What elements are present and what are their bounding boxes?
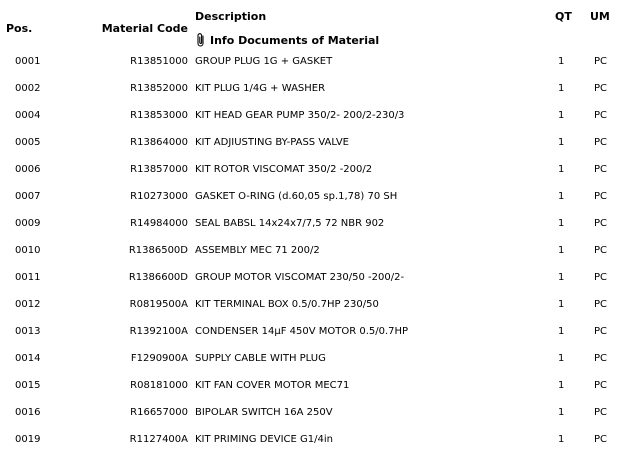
row-material-code[interactable]: R13851000 bbox=[130, 56, 188, 67]
info-documents-link[interactable] bbox=[195, 30, 379, 50]
row-description: GROUP PLUG 1G + GASKET bbox=[195, 56, 333, 67]
row-pos: 0004 bbox=[15, 110, 41, 121]
row-description: GASKET O-RING (d.60,05 sp.1,78) 70 SH bbox=[195, 191, 398, 202]
row-description: KIT TERMINAL BOX 0.5/0.7HP 230/50 bbox=[195, 299, 379, 310]
row-um: PC bbox=[594, 137, 608, 148]
row-description: KIT HEAD GEAR PUMP 350/2- 200/2-230/3 bbox=[195, 110, 405, 121]
row-pos: 0001 bbox=[15, 56, 41, 67]
column-header-qt: QT bbox=[555, 10, 572, 23]
table-row[interactable] bbox=[0, 52, 640, 79]
row-pos: 0005 bbox=[15, 137, 41, 148]
row-qt: 1 bbox=[558, 83, 565, 94]
row-material-code[interactable]: R13864000 bbox=[130, 137, 188, 148]
row-qt: 1 bbox=[558, 299, 565, 310]
row-qt: 1 bbox=[558, 326, 565, 337]
row-pos: 0011 bbox=[15, 272, 41, 283]
row-qt: 1 bbox=[558, 110, 565, 121]
row-pos: 0002 bbox=[15, 83, 41, 94]
table-row[interactable] bbox=[0, 133, 640, 160]
row-description: ASSEMBLY MEC 71 200/2 bbox=[195, 245, 320, 256]
row-material-code[interactable]: R16657000 bbox=[130, 407, 188, 418]
row-description: BIPOLAR SWITCH 16A 250V bbox=[195, 407, 333, 418]
column-header-um: UM bbox=[590, 10, 610, 23]
row-description: GROUP MOTOR VISCOMAT 230/50 -200/2- bbox=[195, 272, 405, 283]
row-description: KIT ROTOR VISCOMAT 350/2 -200/2 bbox=[195, 164, 373, 175]
row-pos: 0012 bbox=[15, 299, 41, 310]
row-pos: 0014 bbox=[15, 353, 41, 364]
row-um: PC bbox=[594, 56, 608, 67]
row-qt: 1 bbox=[558, 164, 565, 175]
row-um: PC bbox=[594, 326, 608, 337]
table-row[interactable] bbox=[0, 349, 640, 376]
row-description: KIT FAN COVER MOTOR MEC71 bbox=[195, 380, 350, 391]
row-material-code[interactable]: R1392100A bbox=[129, 326, 188, 337]
row-material-code[interactable]: R1386500D bbox=[128, 245, 188, 256]
row-um: PC bbox=[594, 191, 608, 202]
column-header-description: Description bbox=[195, 10, 267, 23]
row-um: PC bbox=[594, 380, 608, 391]
row-qt: 1 bbox=[558, 56, 565, 67]
row-material-code[interactable]: R13857000 bbox=[130, 164, 188, 175]
row-pos: 0010 bbox=[15, 245, 41, 256]
row-material-code[interactable]: R1386600D bbox=[128, 272, 188, 283]
row-qt: 1 bbox=[558, 353, 565, 364]
row-pos: 0006 bbox=[15, 164, 41, 175]
row-material-code[interactable]: R13853000 bbox=[130, 110, 188, 121]
row-pos: 0016 bbox=[15, 407, 41, 418]
row-pos: 0009 bbox=[15, 218, 41, 229]
row-material-code[interactable]: R0819500A bbox=[129, 299, 188, 310]
table-row[interactable] bbox=[0, 268, 640, 295]
table-row[interactable] bbox=[0, 322, 640, 349]
row-material-code[interactable]: R13852000 bbox=[130, 83, 188, 94]
row-qt: 1 bbox=[558, 137, 565, 148]
table-header bbox=[0, 0, 640, 52]
row-um: PC bbox=[594, 407, 608, 418]
row-material-code[interactable]: R14984000 bbox=[130, 218, 188, 229]
paperclip-icon bbox=[195, 32, 207, 48]
row-um: PC bbox=[594, 164, 608, 175]
table-row[interactable] bbox=[0, 214, 640, 241]
row-description: KIT PLUG 1/4G + WASHER bbox=[195, 83, 326, 94]
table-row[interactable] bbox=[0, 376, 640, 403]
row-description: CONDENSER 14µF 450V MOTOR 0.5/0.7HP bbox=[195, 326, 409, 337]
row-material-code[interactable]: F1290900A bbox=[130, 353, 188, 364]
row-qt: 1 bbox=[558, 245, 565, 256]
table-row[interactable] bbox=[0, 241, 640, 268]
row-um: PC bbox=[594, 83, 608, 94]
parts-table-body bbox=[0, 52, 640, 457]
row-pos: 0013 bbox=[15, 326, 41, 337]
table-row[interactable] bbox=[0, 160, 640, 187]
table-row[interactable] bbox=[0, 187, 640, 214]
row-um: PC bbox=[594, 299, 608, 310]
row-um: PC bbox=[594, 434, 608, 445]
row-qt: 1 bbox=[558, 218, 565, 229]
row-qt: 1 bbox=[558, 191, 565, 202]
row-qt: 1 bbox=[558, 380, 565, 391]
row-um: PC bbox=[594, 110, 608, 121]
row-description: SEAL BABSL 14x24x7/7,5 72 NBR 902 bbox=[195, 218, 385, 229]
table-row[interactable] bbox=[0, 430, 640, 457]
row-pos: 0007 bbox=[15, 191, 41, 202]
row-material-code[interactable]: R1127400A bbox=[129, 434, 188, 445]
table-row[interactable] bbox=[0, 295, 640, 322]
table-row[interactable] bbox=[0, 403, 640, 430]
row-um: PC bbox=[594, 245, 608, 256]
row-description: KIT PRIMING DEVICE G1/4in bbox=[195, 434, 333, 445]
table-row[interactable] bbox=[0, 106, 640, 133]
row-pos: 0019 bbox=[15, 434, 41, 445]
row-qt: 1 bbox=[558, 272, 565, 283]
row-description: SUPPLY CABLE WITH PLUG bbox=[195, 353, 326, 364]
row-description: KIT ADJIUSTING BY-PASS VALVE bbox=[195, 137, 349, 148]
row-material-code[interactable]: R10273000 bbox=[130, 191, 188, 202]
row-um: PC bbox=[594, 272, 608, 283]
row-um: PC bbox=[594, 218, 608, 229]
row-qt: 1 bbox=[558, 434, 565, 445]
row-qt: 1 bbox=[558, 407, 565, 418]
row-pos: 0015 bbox=[15, 380, 41, 391]
row-um: PC bbox=[594, 353, 608, 364]
row-material-code[interactable]: R08181000 bbox=[130, 380, 188, 391]
column-header-pos: Pos. bbox=[6, 22, 33, 35]
table-row[interactable] bbox=[0, 79, 640, 106]
column-header-material-code: Material Code bbox=[101, 22, 188, 35]
info-documents-label: Info Documents of Material bbox=[210, 33, 380, 47]
